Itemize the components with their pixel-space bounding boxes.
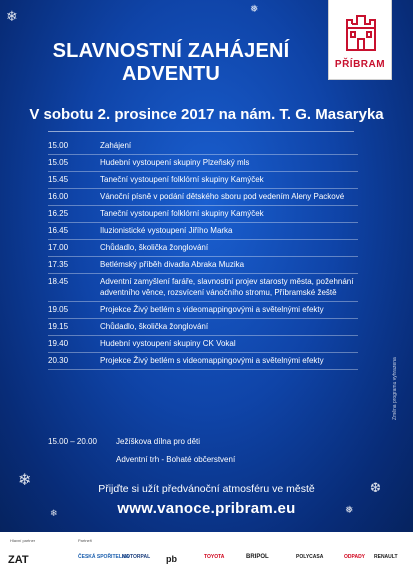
snowflake-icon: ❆ — [370, 480, 381, 495]
extra-time: 15.00 – 20.00 — [48, 437, 97, 446]
sponsors-bar — [0, 532, 413, 584]
program-row — [48, 155, 358, 172]
event-date: V sobotu 2. prosince 2017 na nám. T. G. Masaryka — [29, 106, 384, 123]
program-time: 17.00 — [48, 243, 69, 252]
program-event: Betlémský příběh divadla Abraka Muzika — [100, 260, 245, 269]
logo-text: PŘÍBRAM — [334, 59, 386, 70]
snowflake-icon: ❅ — [345, 505, 354, 516]
program-list — [48, 138, 358, 370]
sponsor-logo: ZAT — [8, 554, 29, 566]
extra-event-2: Adventní trh - Bohaté občerstvení — [116, 455, 236, 464]
program-row — [48, 138, 358, 155]
program-event: Chůdadlo, školička žonglování — [100, 322, 209, 331]
program-event: Iluzionistické vystoupení Jiřího Marka — [100, 226, 233, 235]
sponsor-logo: MOTORPAL — [122, 554, 151, 560]
program-time: 19.40 — [48, 339, 69, 348]
program-row — [48, 223, 358, 240]
program-event: Hudební vystoupení skupiny CK Vokal — [100, 339, 236, 348]
program-time: 17.35 — [48, 260, 69, 269]
program-row — [48, 206, 358, 223]
program-time: 16.25 — [48, 209, 69, 218]
program-row — [48, 257, 358, 274]
main-partner-label: Hlavní partner — [10, 538, 36, 543]
castle-icon — [343, 12, 379, 52]
program-event: Taneční vystoupení folklórní skupiny Kamýček — [100, 209, 264, 218]
program-event: Hudební vystoupení skupiny Plzeňský mls — [100, 158, 250, 167]
program-event: Chůdadlo, školička žonglování — [100, 243, 209, 252]
program-event: Taneční vystoupení folklórní skupiny Kamýček — [100, 175, 264, 184]
program-time: 16.00 — [48, 192, 69, 201]
sponsor-logo: ČESKÁ SPOŘITELNA — [78, 554, 130, 560]
side-note: Změna programu vyhrazena — [392, 357, 398, 420]
snowflake-icon: ❅ — [250, 4, 259, 15]
program-event: Vánoční písně v podání dětského sboru pod vedením Aleny Packové — [100, 192, 345, 201]
program-row — [48, 336, 358, 353]
sponsor-logo: POLYCASA — [296, 554, 324, 560]
title-line-2: ADVENTU — [121, 63, 221, 85]
snowflake-icon: ❄ — [18, 472, 32, 489]
program-event: Projekce Živý betlém s videomappingovými a světelnými efekty — [100, 356, 324, 365]
extra-event-1: Ježíškova dílna pro děti — [116, 437, 201, 446]
program-time: 18.45 — [48, 277, 69, 286]
program-row — [48, 319, 358, 336]
program-row — [48, 189, 358, 206]
program-row — [48, 172, 358, 189]
program-row — [48, 302, 358, 319]
sponsor-logo: RENAULT — [374, 554, 398, 560]
program-time: 19.05 — [48, 305, 69, 314]
program-row — [48, 274, 358, 302]
sponsor-logo: ODPADY — [344, 554, 366, 560]
pribram-logo[interactable] — [328, 0, 392, 80]
divider — [48, 131, 354, 132]
snowflake-icon: ❄ — [6, 8, 18, 24]
program-time: 15.00 — [48, 141, 69, 150]
program-event: Zahájení — [100, 141, 132, 150]
website-link[interactable]: www.vanoce.pribram.eu — [117, 500, 296, 517]
invite-text: Přijďte si užít předvánoční atmosféru ve městě — [98, 483, 315, 495]
program-time: 20.30 — [48, 356, 69, 365]
program-row — [48, 353, 358, 370]
program-row — [48, 240, 358, 257]
partners-label: Partneři — [78, 538, 93, 543]
sponsor-logo: TOYOTA — [204, 554, 225, 560]
extra-program — [48, 436, 368, 472]
program-time: 19.15 — [48, 322, 69, 331]
sponsor-logo: pb — [166, 554, 177, 564]
snowflake-icon: ❄ — [50, 508, 58, 518]
program-time: 16.45 — [48, 226, 69, 235]
page-title — [36, 40, 306, 86]
program-time: 15.05 — [48, 158, 69, 167]
sponsor-logo: BRIPOL — [246, 554, 269, 560]
title-line-1: SLAVNOSTNÍ ZAHÁJENÍ — [52, 40, 290, 62]
program-event: Projekce Živý betlém s videomappingovými a světelnými efekty — [100, 305, 324, 314]
program-event: Adventní zamyšlení faráře, slavnostní projev starosty města, požehnání adventního věnce, rozsvícení vánočního stromu, Příbramské žeště — [100, 277, 354, 297]
program-time: 15.45 — [48, 175, 69, 184]
extra-time-spacer — [48, 454, 116, 465]
